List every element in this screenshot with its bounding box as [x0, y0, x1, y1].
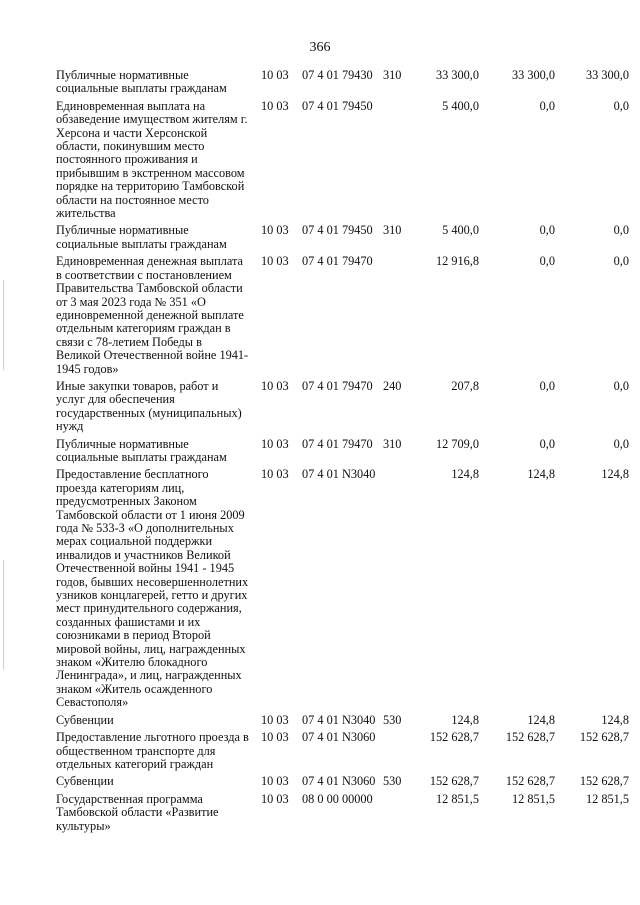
amount-year-2: 124,8 [527, 467, 555, 482]
table-row [56, 255, 632, 376]
target-article-code: 07 4 01 79430 [302, 68, 373, 82]
target-article-code: 07 4 01 79450 [302, 223, 373, 238]
section-code: 10 03 [261, 436, 289, 451]
expense-type-code: 310 [383, 223, 402, 238]
item-name: Субвенции [56, 774, 114, 789]
amount-year-2: 152 628,7 [505, 730, 555, 745]
section-code: 10 03 [261, 791, 289, 806]
table-row [56, 100, 632, 221]
target-article-code: 07 4 01 N3060 [302, 774, 376, 789]
section-code: 10 03 [261, 223, 289, 238]
item-name: Публичные нормативные социальные выплаты гражданам [56, 68, 227, 96]
target-article-code: 07 4 01 79470 [302, 378, 373, 393]
amount-year-3: 12 851,5 [585, 791, 629, 806]
table-row [56, 468, 632, 709]
amount-year-3: 124,8 [601, 712, 629, 727]
amount-year-2: 152 628,7 [505, 774, 555, 789]
budget-table [56, 69, 632, 833]
amount-year-3: 0,0 [613, 98, 629, 113]
amount-year-1: 12 709,0 [435, 436, 479, 451]
section-code: 10 03 [261, 774, 289, 789]
amount-year-2: 33 300,0 [511, 68, 555, 82]
table-row [56, 793, 632, 833]
item-name: Предоставление льготного проезда в общественном транспорте для отдельных категорий граждан [56, 730, 249, 771]
target-article-code: 08 0 00 00000 [302, 791, 373, 806]
item-name: Иные закупки товаров, работ и услуг для обеспечения государственных (муниципальных) нужд [56, 378, 242, 434]
expense-type-code: 530 [383, 774, 402, 789]
amount-year-2: 0,0 [539, 436, 555, 451]
section-code: 10 03 [261, 467, 289, 482]
item-name: Публичные нормативные социальные выплаты гражданам [56, 436, 227, 464]
table-row [56, 731, 632, 771]
expense-type-code: 310 [383, 436, 402, 451]
amount-year-3: 0,0 [613, 223, 629, 238]
amount-year-1: 12 851,5 [435, 791, 479, 806]
amount-year-2: 12 851,5 [511, 791, 555, 806]
scan-edge-mark [3, 280, 4, 370]
item-name: Публичные нормативные социальные выплаты гражданам [56, 223, 227, 251]
scan-edge-mark [3, 560, 4, 670]
amount-year-1: 12 916,8 [435, 254, 479, 269]
amount-year-2: 0,0 [539, 378, 555, 393]
amount-year-3: 152 628,7 [579, 774, 629, 789]
amount-year-2: 0,0 [539, 223, 555, 238]
amount-year-2: 0,0 [539, 98, 555, 113]
expense-type-code: 240 [383, 378, 402, 393]
amount-year-1: 33 300,0 [435, 68, 479, 82]
amount-year-1: 124,8 [451, 712, 479, 727]
amount-year-3: 0,0 [613, 436, 629, 451]
target-article-code: 07 4 01 N3040 [302, 712, 376, 727]
target-article-code: 07 4 01 79470 [302, 254, 373, 269]
section-code: 10 03 [261, 98, 289, 113]
target-article-code: 07 4 01 79470 [302, 436, 373, 451]
target-article-code: 07 4 01 N3040 [302, 467, 376, 482]
table-row [56, 714, 632, 727]
amount-year-1: 152 628,7 [429, 774, 479, 789]
expense-type-code: 310 [383, 68, 402, 82]
section-code: 10 03 [261, 730, 289, 745]
target-article-code: 07 4 01 79450 [302, 98, 373, 113]
table-row [56, 69, 632, 96]
table-row [56, 380, 632, 434]
item-name: Предоставление бесплатного проезда категориям лиц, предусмотренных Законом Тамбовской области от 1 июня 2009 года № 533-З «О дополнительных мерах социальной поддержки инвалидов и участников Великой Отечественной войны 1941 - 1945 годов, бывших несовершеннолетних узников концлагерей, гетто и других мест принудительного содержания, созданных фашистами и их союзниками в период Второй мировой войны, лиц, награжденных знаком «Жителю блокадного Ленинграда», и лиц, награжденных знаком «Житель осажденного Севастополя» [56, 467, 249, 710]
amount-year-3: 33 300,0 [585, 68, 629, 82]
amount-year-1: 5 400,0 [442, 223, 479, 238]
section-code: 10 03 [261, 378, 289, 393]
amount-year-3: 124,8 [601, 467, 629, 482]
section-code: 10 03 [261, 68, 289, 82]
amount-year-1: 152 628,7 [429, 730, 479, 745]
item-name: Государственная программа Тамбовской области «Развитие культуры» [56, 791, 219, 833]
amount-year-1: 5 400,0 [442, 98, 479, 113]
expense-type-code: 530 [383, 712, 402, 727]
amount-year-3: 152 628,7 [579, 730, 629, 745]
table-row [56, 224, 632, 251]
amount-year-1: 207,8 [451, 378, 479, 393]
amount-year-3: 0,0 [613, 254, 629, 269]
section-code: 10 03 [261, 712, 289, 727]
amount-year-3: 0,0 [613, 378, 629, 393]
item-name: Единовременная денежная выплата в соответствии с постановлением Правительства Тамбовской области от 3 мая 2023 года № 351 «О единовременной денежной выплате отдельным категориям граждан в связи с 78-летием Победы в Великой Отечественной войне 1941-1945 годов» [56, 254, 249, 376]
amount-year-1: 124,8 [451, 467, 479, 482]
target-article-code: 07 4 01 N3060 [302, 730, 376, 745]
table-row [56, 438, 632, 465]
section-code: 10 03 [261, 254, 289, 269]
page-number: 366 [309, 40, 331, 55]
item-name: Субвенции [56, 712, 114, 727]
amount-year-2: 124,8 [527, 712, 555, 727]
table-row [56, 775, 632, 788]
item-name: Единовременная выплата на обзаведение имуществом жителям г. Херсона и части Херсонской области, покинувшим место постоянного проживания и прибывшим в экстренном массовом порядке на территорию Тамбовской области на постоянное место жительства [56, 98, 248, 221]
amount-year-2: 0,0 [539, 254, 555, 269]
